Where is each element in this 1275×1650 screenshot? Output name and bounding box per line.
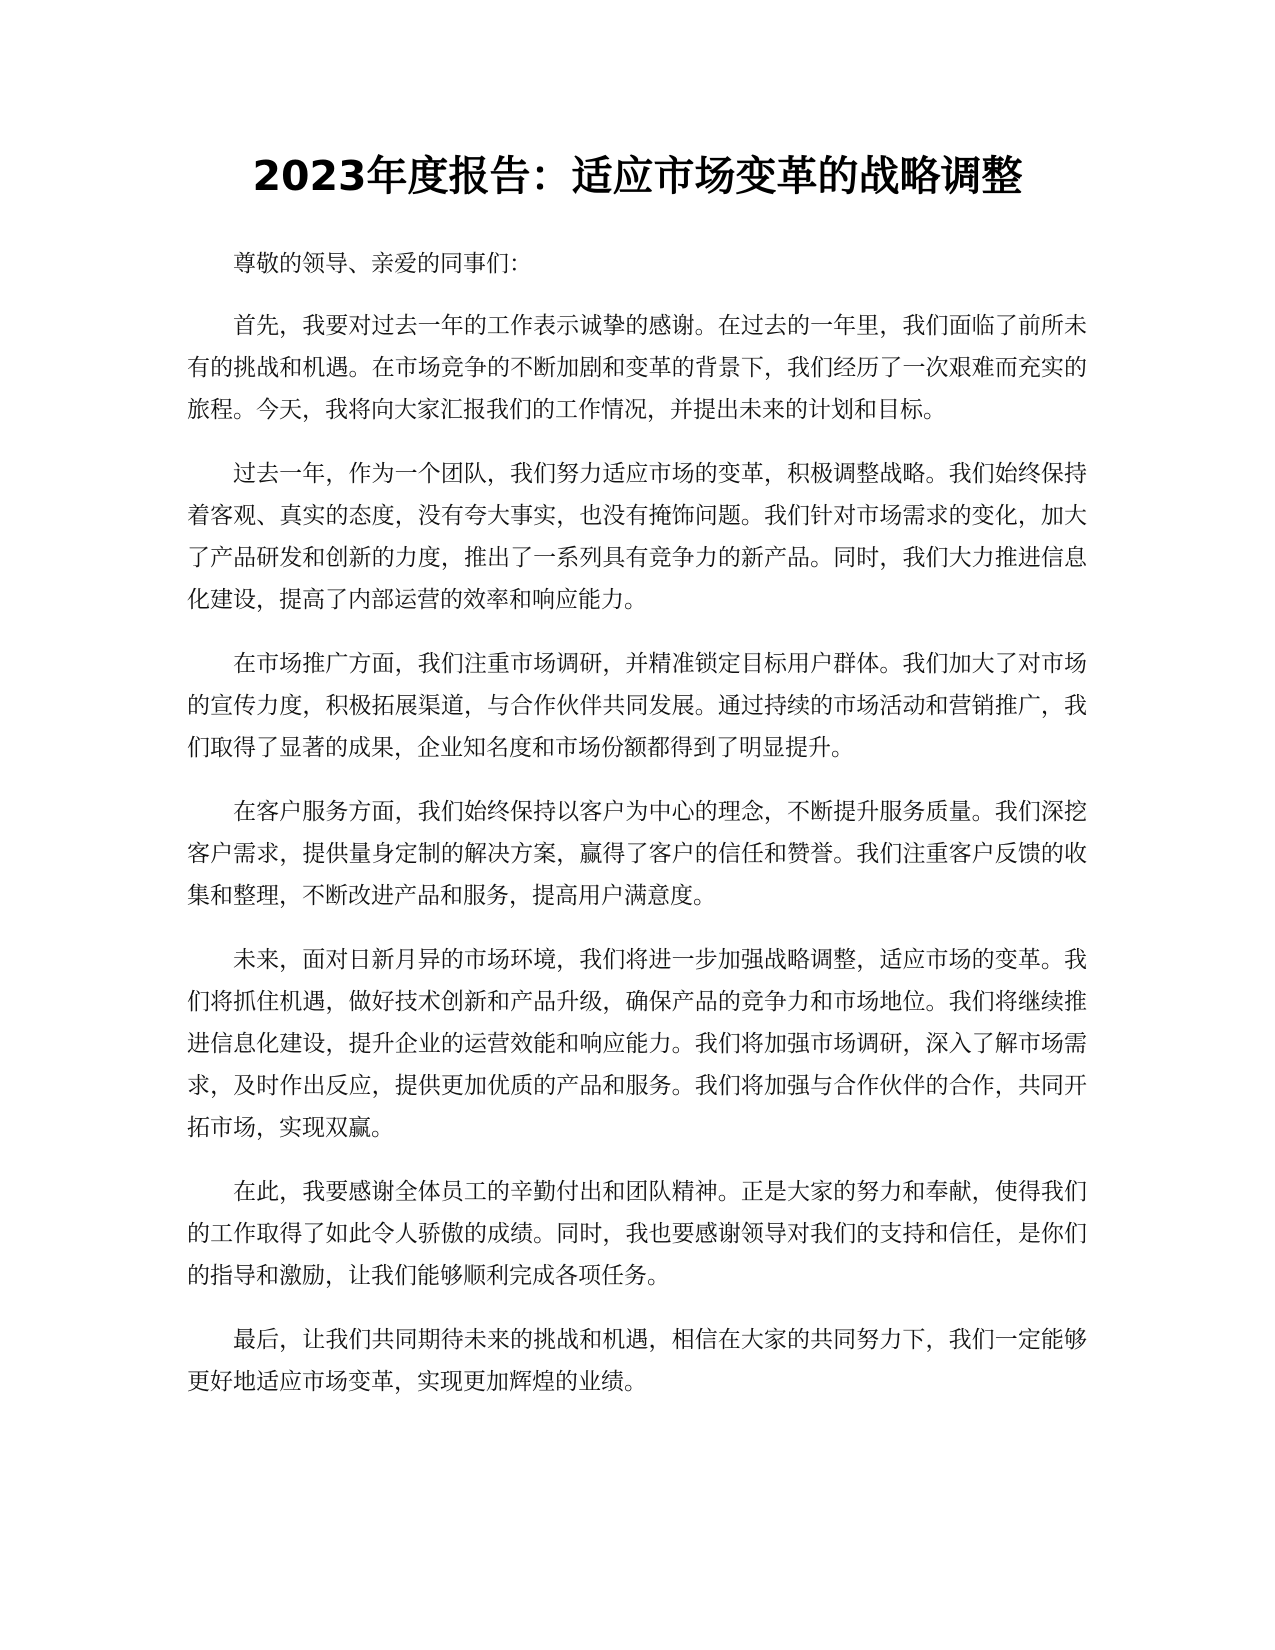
document-body <box>187 243 1087 1425</box>
paragraph: 未来，面对日新月异的市场环境，我们将进一步加强战略调整，适应市场的变革。我们将抓住机遇，做好技术创新和产品升级，确保产品的竞争力和市场地位。我们将继续推进信息化建设，提升企业的运营效能和响应能力。我们将加强市场调研，深入了解市场需求，及时作出反应，提供更加优质的产品和服务。我们将加强与合作伙伴的合作，共同开拓市场，实现双赢。 <box>187 947 1087 1141</box>
paragraph: 在此，我要感谢全体员工的辛勤付出和团队精神。正是大家的努力和奉献，使得我们的工作取得了如此令人骄傲的成绩。同时，我也要感谢领导对我们的支持和信任，是你们的指导和激励，让我们能够顺利完成各项任务。 <box>187 1179 1087 1289</box>
document-title: 2023年度报告：适应市场变革的战略调整 <box>252 152 1023 200</box>
paragraph: 过去一年，作为一个团队，我们努力适应市场的变革，积极调整战略。我们始终保持着客观、真实的态度，没有夸大事实，也没有掩饰问题。我们针对市场需求的变化，加大了产品研发和创新的力度，推出了一系列具有竞争力的新产品。同时，我们大力推进信息化建设，提高了内部运营的效率和响应能力。 <box>187 461 1087 613</box>
paragraph: 在客户服务方面，我们始终保持以客户为中心的理念，不断提升服务质量。我们深挖客户需求，提供量身定制的解决方案，赢得了客户的信任和赞誉。我们注重客户反馈的收集和整理，不断改进产品和服务，提高用户满意度。 <box>187 799 1087 909</box>
salutation: 尊敬的领导、亲爱的同事们： <box>233 251 532 277</box>
paragraph: 在市场推广方面，我们注重市场调研，并精准锁定目标用户群体。我们加大了对市场的宣传力度，积极拓展渠道，与合作伙伴共同发展。通过持续的市场活动和营销推广，我们取得了显著的成果，企业知名度和市场份额都得到了明显提升。 <box>187 651 1087 761</box>
paragraph: 最后，让我们共同期待未来的挑战和机遇，相信在大家的共同努力下，我们一定能够更好地适应市场变革，实现更加辉煌的业绩。 <box>187 1327 1087 1395</box>
paragraph: 首先，我要对过去一年的工作表示诚挚的感谢。在过去的一年里，我们面临了前所未有的挑战和机遇。在市场竞争的不断加剧和变革的背景下，我们经历了一次艰难而充实的旅程。今天，我将向大家汇报我们的工作情况，并提出未来的计划和目标。 <box>187 313 1087 423</box>
